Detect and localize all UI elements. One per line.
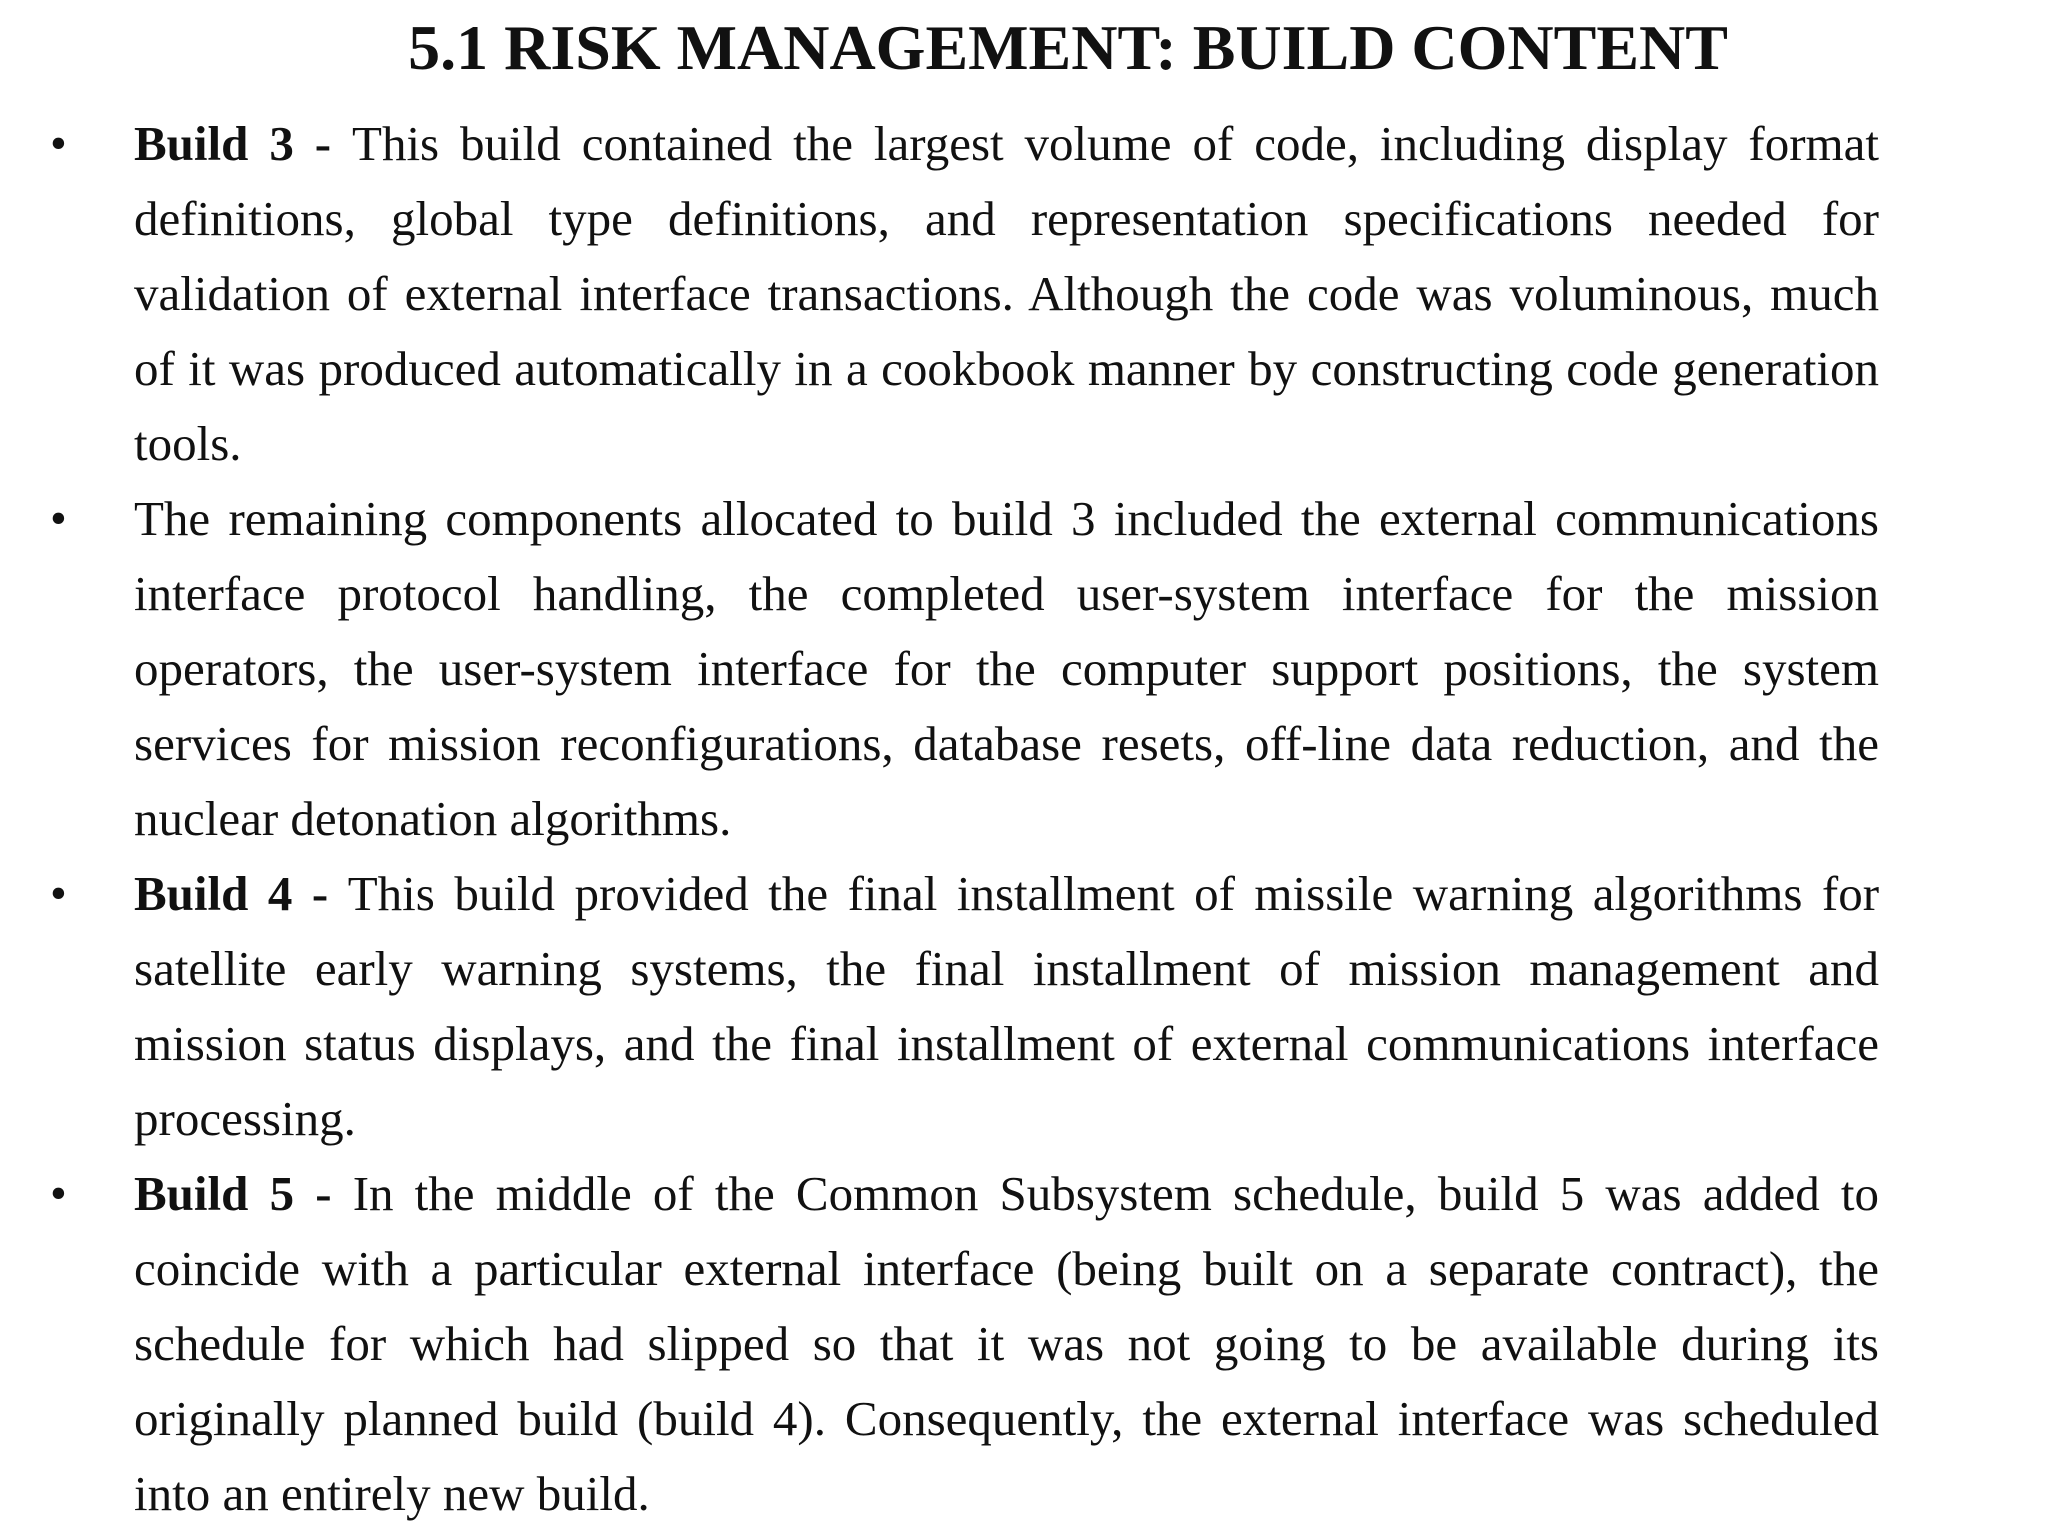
bullet-text	[134, 106, 1879, 481]
bullet-icon: •	[50, 117, 67, 170]
bullet-text	[134, 1156, 1879, 1531]
bullet-item-build-3	[0, 106, 2048, 481]
bullet-icon: •	[50, 492, 67, 545]
bullet-item-build-4	[0, 856, 2048, 1156]
bullet-lead: Build 5 -	[134, 1166, 353, 1221]
bullet-lead: Build 3 -	[134, 116, 353, 171]
slide-title: 5.1 RISK MANAGEMENT: BUILD CONTENT	[408, 12, 1728, 83]
bullet-icon: •	[50, 1167, 67, 1220]
bullet-body: The remaining components allocated to build 3 included the external communications interface protocol handling, the completed user-system interface for the mission operators, the user-system interface for the computer support positions, the system services for mission reconfigurations, database resets, off-line data reduction, and the nuclear detonation algorithms.	[134, 491, 1879, 846]
bullet-lead: Build 4 -	[134, 866, 348, 921]
bullet-body: In the middle of the Common Subsystem schedule, build 5 was added to coincide with a particular external interface (being built on a separate contract), the schedule for which had slipped so that it was not going to be available during its originally planned build (build 4). Consequently, the external interface was scheduled into an entirely new build.	[134, 1166, 1879, 1521]
bullet-item-build-3-components	[0, 481, 2048, 856]
bullet-body: This build provided the final installment of missile warning algorithms for satellite early warning systems, the final installment of mission management and mission status displays, and the final installment of external communications interface processing.	[134, 866, 1880, 1146]
bullet-list	[0, 106, 2048, 1531]
bullet-item-build-5	[0, 1156, 2048, 1531]
bullet-text	[134, 481, 1879, 856]
bullet-body: This build contained the largest volume of code, including display format definitions, global type definitions, and representation specifications needed for validation of external interface transactions. Although the code was voluminous, much of it was produced automatically in a cookbook manner by constructing code generation tools.	[134, 116, 1879, 471]
bullet-icon: •	[50, 867, 67, 920]
bullet-text	[134, 856, 1879, 1156]
